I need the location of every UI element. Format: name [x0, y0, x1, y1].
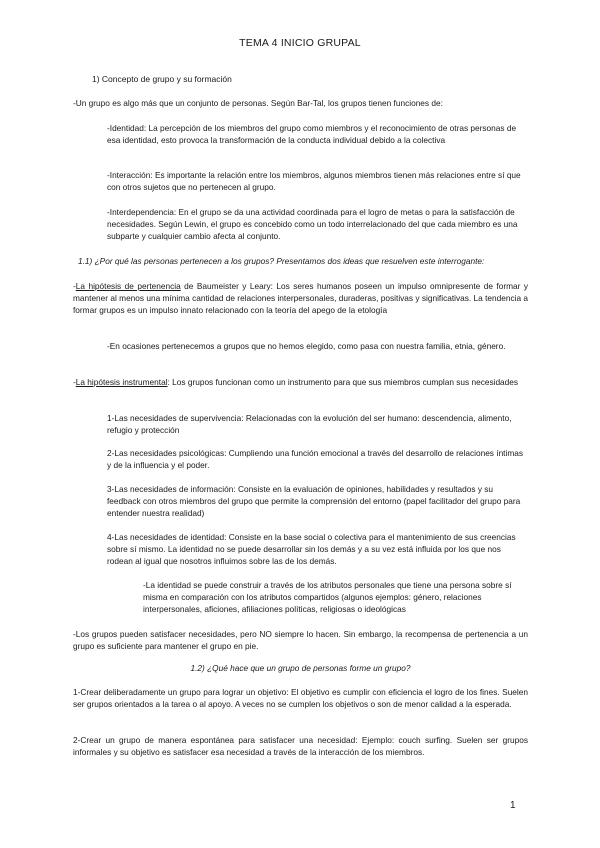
interaccion-paragraph: -Interacción: Es importante la relación entre los miembros, algunos miembros tienen más relaciones entre sí que con otros sujetos que no pertenecen al grupo. — [107, 170, 521, 193]
satisfacer-paragraph: -Los grupos pueden satisfacer necesidades, pero NO siempre lo hacen. Sin embargo, la recompensa de pertenencia a un grupo es suficiente para mantener el grupo en pie. — [73, 629, 528, 652]
necesidad-supervivencia: 1-Las necesidades de supervivencia: Relacionadas con la evolución del ser humano: descendencia, alimento, refugio y protección — [107, 413, 512, 436]
pertenencia-text: de Baumeister y Leary: Los seres humanos poseen un impulso omnipresente de formar y mantener al menos una mínima cantidad de relaciones interpersonales, duraderas, positivas y significativas. La tendencia a formar grupos es un impulso innato relacionado con la teoría del apego de la etología — [73, 281, 528, 316]
page-title: TEMA 4 INICIO GRUPAL — [239, 37, 361, 49]
page-number: 1 — [510, 800, 516, 811]
ocasiones-paragraph: -En ocasiones pertenecemos a grupos que no hemos elegido, como pasa con nuestra familia, etnia, género. — [107, 341, 506, 351]
subheading-1-2: 1.2) ¿Qué hace que un grupo de personas forme un grupo? — [190, 663, 411, 673]
subheading-1-1: 1.1) ¿Por qué las personas pertenecen a los grupos? Presentamos dos ideas que resuelven este interrogante: — [78, 256, 485, 266]
identidad-paragraph: -Identidad: La percepción de los miembros del grupo como miembros y el reconocimiento de otras personas de esa identidad, esto provoca la transformación de la conducta individual debido a la colectiva — [107, 123, 517, 146]
intro-paragraph: -Un grupo es algo más que un conjunto de personas. Según Bar-Tal, los grupos tienen funciones de: — [73, 98, 443, 108]
instrumental-paragraph — [73, 376, 528, 388]
crear-grupo-2: 2-Crear un grupo de manera espontánea para satisfacer una necesidad: Ejemplo: couch surfing. Suelen ser grupos informales y su objetivo es satisfacer esa necesidad a través de la interacción de los miembros. — [73, 735, 528, 758]
identidad-subparagraph: -La identidad se puede construir a través de los atributos personales que tiene una persona sobre sí misma en comparación con los atributos compartidos (algunos ejemplos: género, relaciones interpersonales, aficiones, afiliaciones políticas, religiosas o ideológicas — [143, 580, 512, 615]
section-heading: 1) Concepto de grupo y su formación — [92, 74, 232, 84]
instrumental-prefix: - — [73, 377, 76, 387]
instrumental-link[interactable]: La hipótesis instrumental — [75, 377, 168, 387]
crear-grupo-1: 1-Crear deliberadamente un grupo para lograr un objetivo: El objetivo es cumplir con eficiencia el logro de los fines. Suelen ser grupos orientados a la tarea o al apoyo. A veces no se cumplen los objetivos o son de menor calidad a la esperada. — [73, 687, 528, 710]
interdependencia-paragraph: -Interdependencia: En el grupo se da una actividad coordinada para el logro de metas o para la satisfacción de necesidades. Según Lewin, el grupo es concebido como un todo interrelacionado del que cada miembro es una subparte y cualquier cambio afecta al conjunto. — [107, 207, 518, 242]
necesidad-identidad: 4-Las necesidades de identidad: Consiste en la base social o colectiva para el mantenimiento de sus creencias sobre sí mismo. La identidad no se puede desarrollar sin los demás y a su vez está influida por los que nos rodean al igual que nosotros influimos sobre las de los demás. — [107, 532, 516, 567]
pertenencia-prefix: - — [73, 281, 76, 291]
pertenencia-link[interactable]: La hipótesis de pertenencia — [75, 281, 181, 291]
necesidad-psicologica: 2-Las necesidades psicológicas: Cumpliendo una función emocional a través del desarrollo de relaciones íntimas y de la influencia y el poder. — [107, 448, 524, 471]
pertenencia-paragraph — [73, 280, 528, 317]
instrumental-text: : Los grupos funcionan como un instrumento para que sus miembros cumplan sus necesidades — [167, 377, 519, 387]
necesidad-informacion: 3-Las necesidades de información: Consiste en la evaluación de opiniones, habilidades y resultados y su feedback con otros miembros del grupo que permite la comprensión del entorno (papel facilitador del grupo para entender nuestra realidad) — [107, 484, 521, 519]
